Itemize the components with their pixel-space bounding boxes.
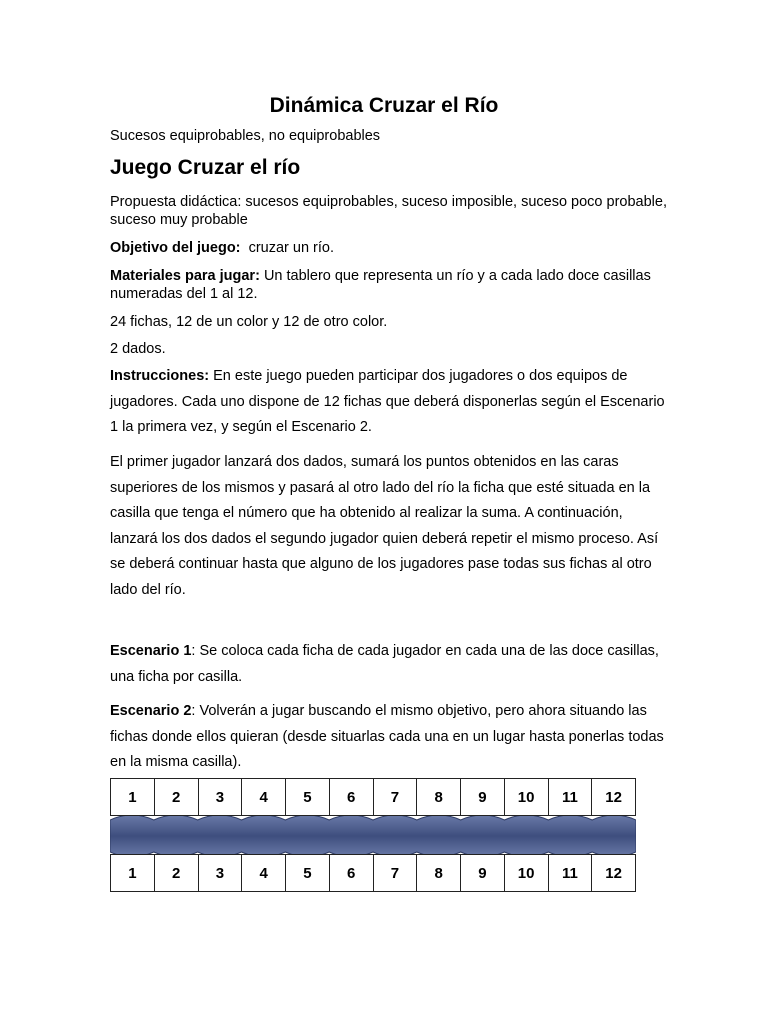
document-title: Dinámica Cruzar el Río [269,94,499,117]
board-cell: 5 [285,854,329,892]
board-cell: 6 [329,854,373,892]
river-graphic [110,812,636,860]
instructions-label: Instrucciones: [110,368,210,384]
board-cell: 12 [591,778,636,816]
board-cell: 8 [416,854,460,892]
board-cell: 1 [110,854,154,892]
scenario1-label: Escenario 1 [110,643,192,659]
scenario1-paragraph [110,639,670,690]
pieces-paragraph: 24 fichas, 12 de un color y 12 de otro color. [110,314,388,330]
instructions-paragraph [110,364,670,441]
materials-paragraph [110,267,670,303]
top-row [110,778,636,816]
objective-label: Objetivo del juego: [110,240,241,256]
section-heading: Juego Cruzar el río [110,156,301,179]
board-cell: 12 [591,854,636,892]
scenario2-label: Escenario 2 [110,703,192,719]
rules-paragraph: El primer jugador lanzará dos dados, sumará los puntos obtenidos en las caras superiores de los mismos y pasará al otro lado del río la ficha que esté situada en la casilla que tenga el número que ha obtenido al realizar la suma. A continuación, lanzará los dos dados el segundo jugador quien deberá repetir el mismo proceso. Así se deberá continuar hasta que alguno de los jugadores pase todas sus fichas al otro lado del río. [110,454,659,598]
board-cell: 7 [373,854,417,892]
instructions-text: En este juego pueden participar dos jugadores o dos equipos de jugadores. Cada uno dispone de 12 fichas que deberá disponerlas según el Escenario 1 la primera vez, y según el Escenario 2. [110,368,665,435]
board-cell: 8 [416,778,460,816]
board-cell: 9 [460,778,504,816]
board-cell: 2 [154,854,198,892]
board-cell: 5 [285,778,329,816]
objective-paragraph [110,239,670,257]
dice-paragraph: 2 dados. [110,341,166,357]
scenario2-text: : Volverán a jugar buscando el mismo objetivo, pero ahora situando las fichas donde ellos quieran (desde situarlas cada una en un lugar hasta ponerlas todas en la misma casilla). [110,703,664,770]
board-cell: 10 [504,778,548,816]
board-cell: 6 [329,778,373,816]
board-cell: 11 [548,854,592,892]
materials-text: Un tablero que representa un río y a cada lado doce casillas numeradas del 1 al 12. [110,268,651,302]
board-cell: 3 [198,778,242,816]
board-cell: 7 [373,778,417,816]
board-cell: 2 [154,778,198,816]
board-cell: 3 [198,854,242,892]
board-cell: 10 [504,854,548,892]
board-cell: 1 [110,778,154,816]
scenario2-paragraph [110,699,670,776]
river-board [110,778,636,892]
board-cell: 11 [548,778,592,816]
scenario1-text: : Se coloca cada ficha de cada jugador en cada una de las doce casillas, una ficha por casilla. [110,643,659,685]
board-cell: 9 [460,854,504,892]
board-cell: 4 [241,854,285,892]
proposal-paragraph: Propuesta didáctica: sucesos equiprobables, suceso imposible, suceso poco probable, suceso muy probable [110,194,667,228]
bottom-row [110,854,636,892]
board-cell: 4 [241,778,285,816]
materials-label: Materiales para jugar: [110,268,260,284]
objective-text: cruzar un río. [248,240,334,256]
document-subtitle: Sucesos equiprobables, no equiprobables [110,128,381,144]
